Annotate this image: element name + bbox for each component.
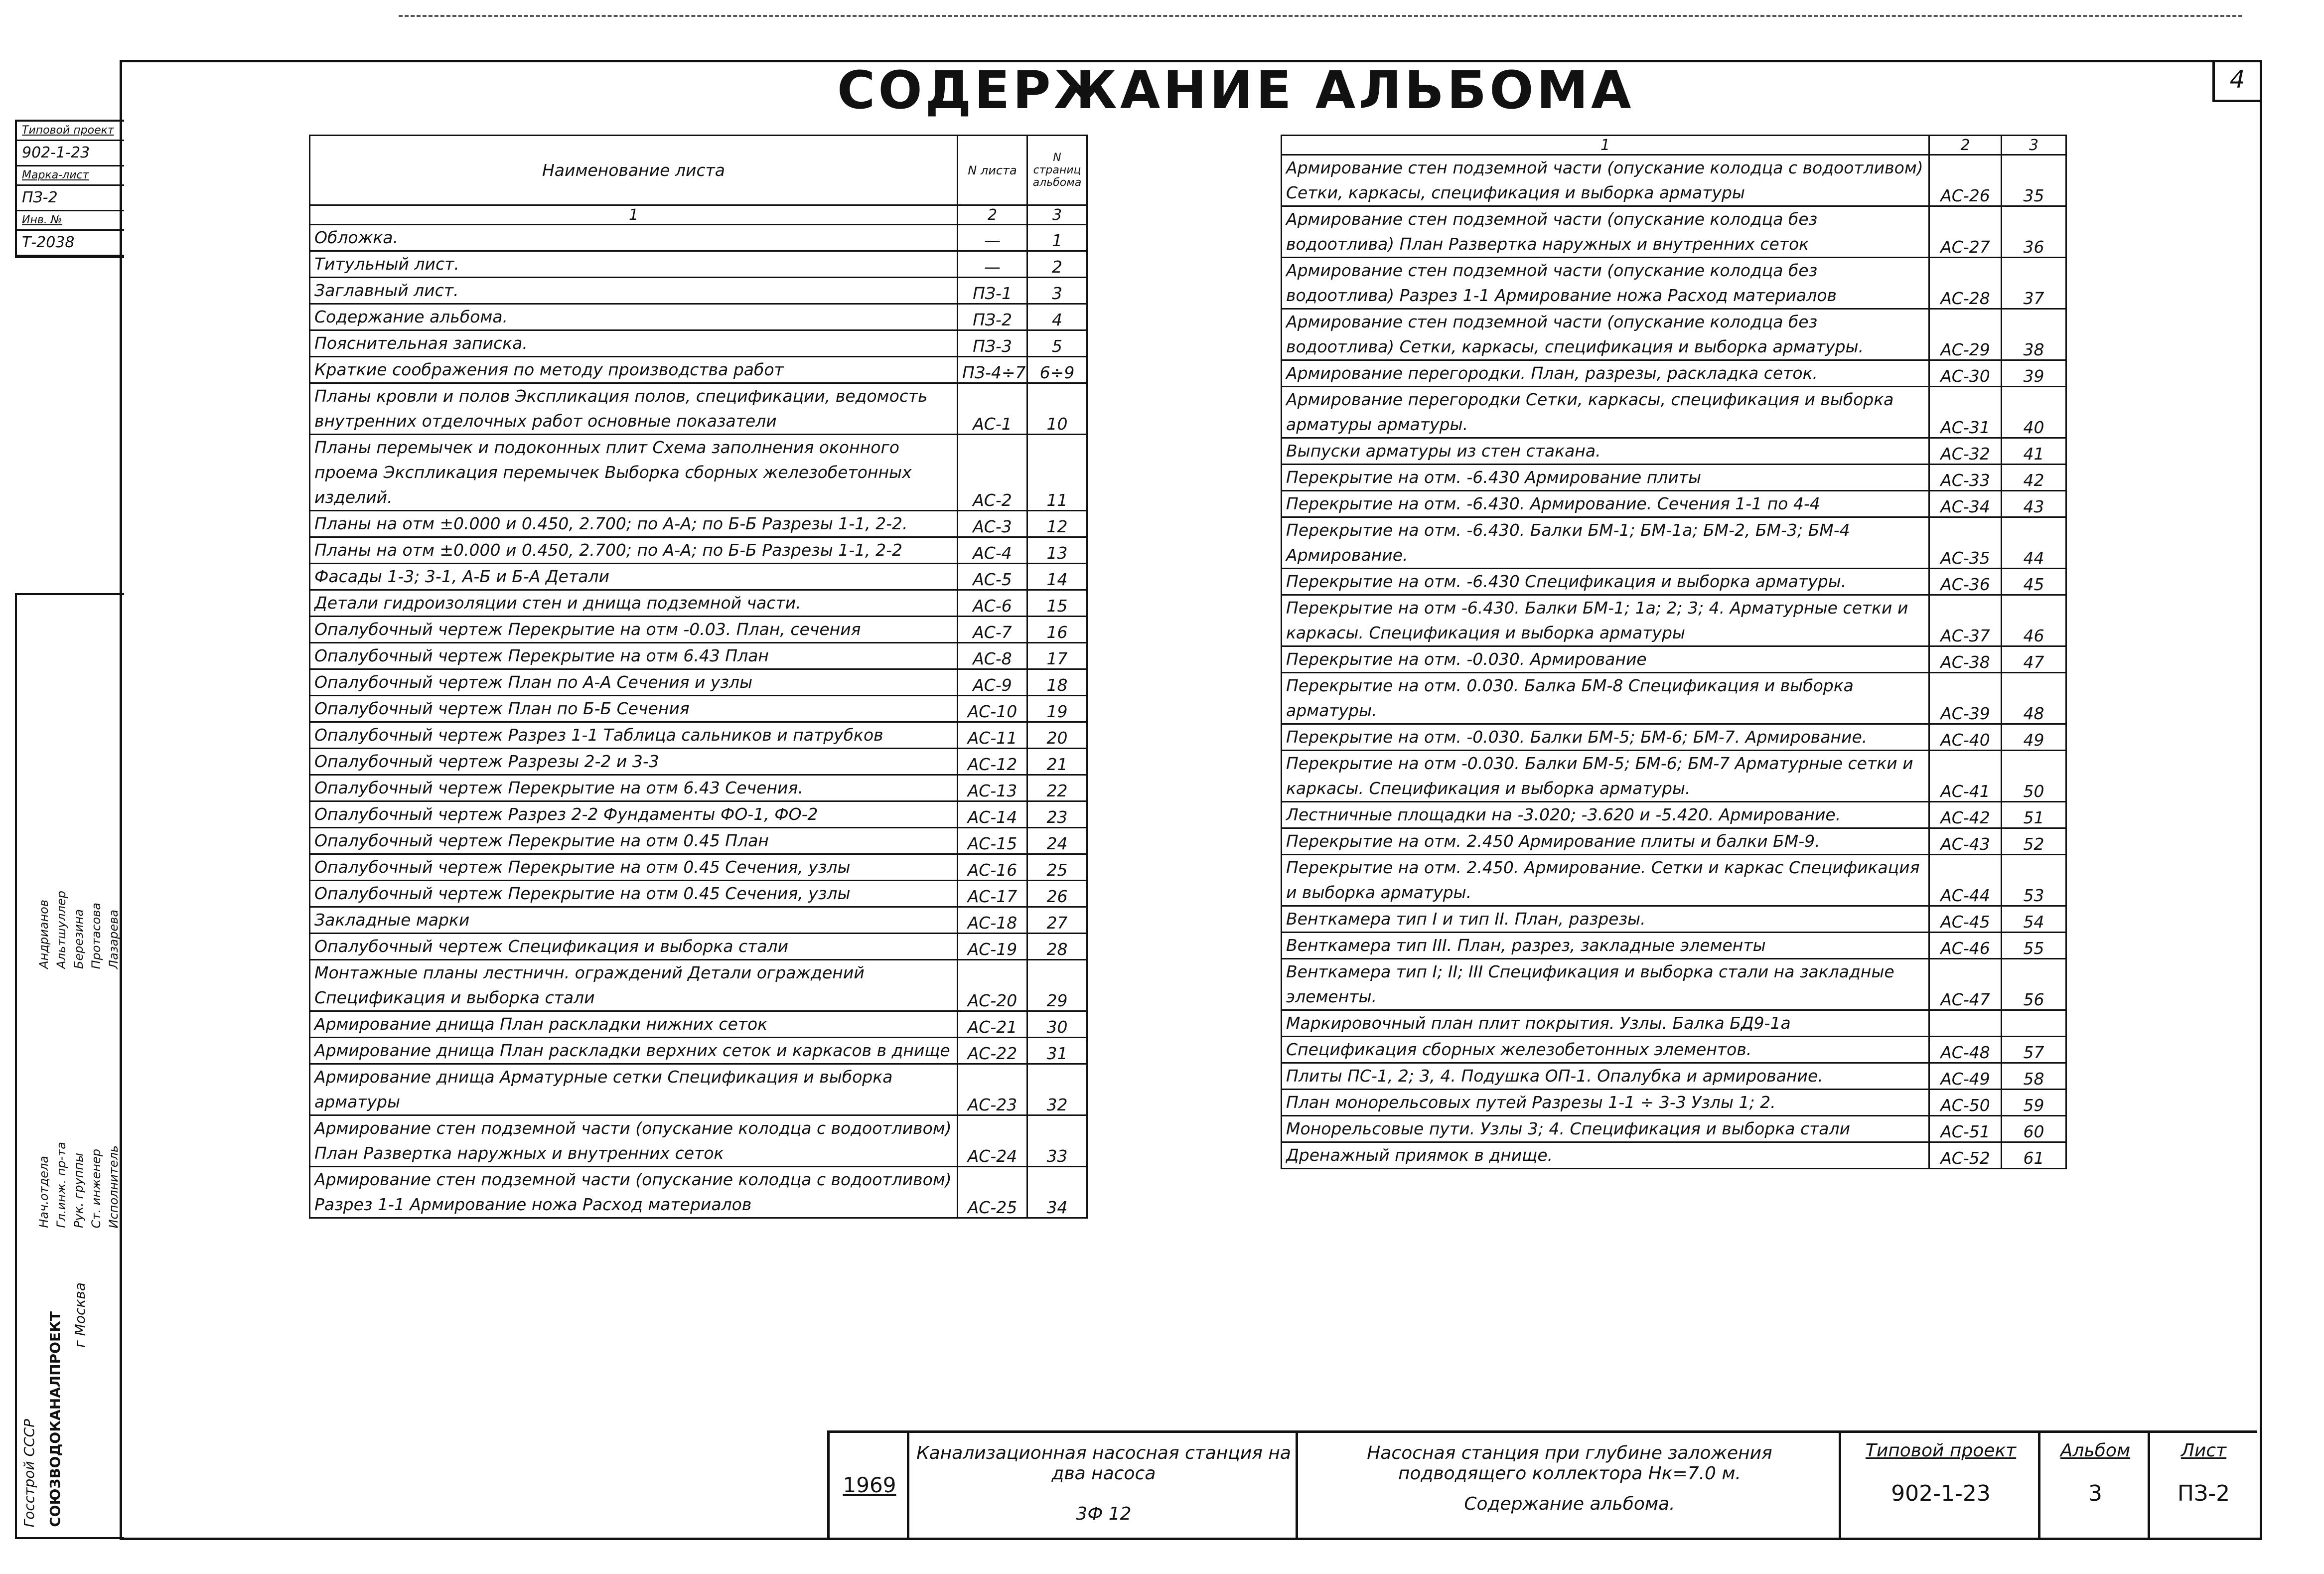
sheet-name: Обложка. bbox=[310, 225, 958, 251]
station-name: Канализационная насосная станция на два насоса bbox=[916, 1443, 1291, 1484]
sheet-name: Опалубочный чертеж Разрезы 2-2 и 3-3 bbox=[310, 749, 958, 775]
page-number-corner: 4 bbox=[2212, 60, 2260, 102]
table-row bbox=[1282, 1010, 2066, 1037]
page-number: 28 bbox=[1027, 934, 1087, 960]
page-number: 24 bbox=[1027, 828, 1087, 854]
sheet-number: АС-19 bbox=[958, 934, 1027, 960]
sheet-number: АС-45 bbox=[1929, 906, 2002, 933]
page-number: 37 bbox=[2002, 258, 2066, 309]
sheet-number bbox=[1929, 1010, 2002, 1037]
page-title: СОДЕРЖАНИЕ АЛЬБОМА bbox=[837, 60, 1634, 121]
sheet-number: АС-1 bbox=[958, 383, 1027, 435]
sheet-name: Содержание альбома. bbox=[310, 304, 958, 330]
sheet-name: Опалубочный чертеж Перекрытие на отм 6.43 План bbox=[310, 643, 958, 669]
table-row bbox=[1282, 906, 2066, 933]
table-row bbox=[310, 330, 1087, 357]
person-name: Альтшуллер bbox=[54, 891, 68, 969]
sheet-number: АС-21 bbox=[958, 1011, 1027, 1038]
sheet-number: АС-43 bbox=[1929, 828, 2002, 855]
sheet-name: Армирование стен подземной части (опускание колодца с водоотливом) Разрез 1-1 Армирование ножа Расход материалов bbox=[310, 1167, 958, 1218]
table-row bbox=[1282, 595, 2066, 646]
sheet-number: АС-13 bbox=[958, 775, 1027, 801]
sheet-name: Опалубочный чертеж Перекрытие на отм -0.03. План, сечения bbox=[310, 617, 958, 643]
page-number: 53 bbox=[2002, 855, 2066, 906]
sheet-name: Перекрытие на отм. -0.030. Армирование bbox=[1282, 646, 1929, 673]
table-row bbox=[310, 435, 1087, 511]
contents-table-left bbox=[309, 135, 1088, 1219]
sheet-name: Пояснительная записка. bbox=[310, 330, 958, 357]
table-row bbox=[310, 617, 1087, 643]
page-number: 20 bbox=[1027, 722, 1087, 749]
page-number: 25 bbox=[1027, 854, 1087, 881]
sheet-name: Опалубочный чертеж План по Б-Б Сечения bbox=[310, 696, 958, 722]
table-row bbox=[310, 251, 1087, 278]
description-cell bbox=[1296, 1433, 1841, 1538]
table-row bbox=[1282, 360, 2066, 387]
table-row bbox=[1282, 751, 2066, 802]
sheet-number: АС-8 bbox=[958, 643, 1027, 669]
page-number: 46 bbox=[2002, 595, 2066, 646]
table-row bbox=[310, 669, 1087, 696]
sheet-number: АС-4 bbox=[958, 537, 1027, 564]
page-number: 45 bbox=[2002, 569, 2066, 595]
table-row bbox=[310, 304, 1087, 330]
page-number: 48 bbox=[2002, 673, 2066, 724]
station-description: Насосная станция при глубине заложения подводящего коллектора Нк=7.0 м. bbox=[1367, 1443, 1772, 1484]
sheet-number: АС-30 bbox=[1929, 360, 2002, 387]
page-number: 14 bbox=[1027, 564, 1087, 590]
table-row bbox=[310, 722, 1087, 749]
table-row bbox=[1282, 724, 2066, 751]
page-number: 11 bbox=[1027, 435, 1087, 511]
page-number: 10 bbox=[1027, 383, 1087, 435]
sheet-name: Закладные марки bbox=[310, 907, 958, 934]
sheet-number: ПЗ-3 bbox=[958, 330, 1027, 357]
sheet-number: ПЗ-4÷7 bbox=[958, 357, 1027, 383]
sheet-name: Заглавный лист. bbox=[310, 278, 958, 304]
sheet-name: Перекрытие на отм. 0.030. Балка БМ-8 Спецификация и выборка арматуры. bbox=[1282, 673, 1929, 724]
sheet-name: Армирование перегородки. План, разрезы, раскладка сеток. bbox=[1282, 360, 1929, 387]
sheet-number: АС-42 bbox=[1929, 802, 2002, 828]
title-block bbox=[827, 1430, 2257, 1538]
sheet-name: Планы на отм ±0.000 и 0.450, 2.700; по А-А; по Б-Б Разрезы 1-1, 2-2 bbox=[310, 537, 958, 564]
sheet-name: Опалубочный чертеж Спецификация и выборка стали bbox=[310, 934, 958, 960]
page-number: 2 bbox=[1027, 251, 1087, 278]
table-row bbox=[310, 537, 1087, 564]
sheet-number: АС-27 bbox=[1929, 206, 2002, 258]
sheet-cell bbox=[2148, 1433, 2257, 1538]
stamp-value: 902-1-23 bbox=[17, 141, 124, 166]
table-row bbox=[310, 801, 1087, 828]
sheet-number: АС-3 bbox=[958, 511, 1027, 537]
header-name: Наименование листа bbox=[310, 136, 958, 205]
table-row bbox=[310, 775, 1087, 801]
sheet-name: Опалубочный чертеж Перекрытие на отм 0.45 Сечения, узлы bbox=[310, 854, 958, 881]
table-row bbox=[1282, 1142, 2066, 1169]
page-number: 42 bbox=[2002, 465, 2066, 491]
table-row bbox=[1282, 309, 2066, 360]
org-city: г Москва bbox=[72, 1282, 88, 1348]
sheet-number: АС-22 bbox=[958, 1038, 1027, 1064]
sheet-number: АС-46 bbox=[1929, 933, 2002, 959]
sheet-name: Монорельсовые пути. Узлы 3; 4. Спецификация и выборка стали bbox=[1282, 1116, 1929, 1142]
sheet-number: АС-34 bbox=[1929, 491, 2002, 517]
sheet-number: АС-25 bbox=[958, 1167, 1027, 1218]
project-label: Типовой проект bbox=[1865, 1440, 2017, 1461]
table-row bbox=[1282, 673, 2066, 724]
table-row bbox=[1282, 646, 2066, 673]
sheet-name: Опалубочный чертеж Разрез 1-1 Таблица сальников и патрубков bbox=[310, 722, 958, 749]
sheet-number: АС-50 bbox=[1929, 1090, 2002, 1116]
sheet-number: АС-36 bbox=[1929, 569, 2002, 595]
person-name: Лазарева bbox=[107, 909, 121, 969]
page-number: 27 bbox=[1027, 907, 1087, 934]
sheet-number: АС-39 bbox=[1929, 673, 2002, 724]
top-dashed-line bbox=[399, 15, 2242, 17]
sheet-number: — bbox=[958, 251, 1027, 278]
table-row bbox=[310, 590, 1087, 617]
sheet-number: АС-15 bbox=[958, 828, 1027, 854]
table-row bbox=[310, 278, 1087, 304]
column-number: 1 bbox=[310, 205, 958, 225]
table-row bbox=[1282, 465, 2066, 491]
sheet-name: Перекрытие на отм. -6.430 Армирование плиты bbox=[1282, 465, 1929, 491]
page-number: 40 bbox=[2002, 387, 2066, 438]
sheet-name: Планы на отм ±0.000 и 0.450, 2.700; по А-А; по Б-Б Разрезы 1-1, 2-2. bbox=[310, 511, 958, 537]
page-number: 12 bbox=[1027, 511, 1087, 537]
page-number: 49 bbox=[2002, 724, 2066, 751]
table-row bbox=[310, 907, 1087, 934]
sheet-number: АС-14 bbox=[958, 801, 1027, 828]
page-number: 54 bbox=[2002, 906, 2066, 933]
sheet-number: АС-51 bbox=[1929, 1116, 2002, 1142]
page-number: 35 bbox=[2002, 155, 2066, 206]
sheet-label: Лист bbox=[2180, 1440, 2227, 1461]
sheet-name: Венткамера тип I и тип II. План, разрезы. bbox=[1282, 906, 1929, 933]
page-number: 5 bbox=[1027, 330, 1087, 357]
sheet-name: Опалубочный чертеж План по А-А Сечения и узлы bbox=[310, 669, 958, 696]
sheet-number: АС-26 bbox=[1929, 155, 2002, 206]
table-row bbox=[1282, 569, 2066, 595]
station-cell bbox=[907, 1433, 1298, 1538]
sheet-number: АС-52 bbox=[1929, 1142, 2002, 1169]
sheet-name: Перекрытие на отм. 2.450 Армирование плиты и балки БМ-9. bbox=[1282, 828, 1929, 855]
sheet-number: АС-49 bbox=[1929, 1063, 2002, 1090]
sheet-name: Фасады 1-3; 3-1, А-Б и Б-А Детали bbox=[310, 564, 958, 590]
sheet-number: АС-32 bbox=[1929, 438, 2002, 465]
sheet-name: Венткамера тип I; II; III Спецификация и выборка стали на закладные элементы. bbox=[1282, 959, 1929, 1010]
table-row bbox=[310, 383, 1087, 435]
table-row bbox=[310, 934, 1087, 960]
page-number: 23 bbox=[1027, 801, 1087, 828]
page-number: 29 bbox=[1027, 960, 1087, 1011]
column-number: 2 bbox=[958, 205, 1027, 225]
album-value: 3 bbox=[2088, 1481, 2102, 1506]
table-row bbox=[310, 643, 1087, 669]
contents-table-right bbox=[1281, 135, 2067, 1169]
table-row bbox=[1282, 933, 2066, 959]
sheet-name: Титульный лист. bbox=[310, 251, 958, 278]
sheet-number: АС-33 bbox=[1929, 465, 2002, 491]
sheet-name: Детали гидроизоляции стен и днища подземной части. bbox=[310, 590, 958, 617]
sheet-number: — bbox=[958, 225, 1027, 251]
table-row bbox=[310, 1167, 1087, 1218]
page-number: 3 bbox=[1027, 278, 1087, 304]
right-rows bbox=[1282, 155, 2066, 1169]
sheet-name: Перекрытие на отм. -6.430. Армирование. Сечения 1-1 по 4-4 bbox=[1282, 491, 1929, 517]
table-row bbox=[310, 854, 1087, 881]
table-row bbox=[1282, 206, 2066, 258]
role-label: Нач.отдела bbox=[37, 1156, 51, 1228]
page-number: 61 bbox=[2002, 1142, 2066, 1169]
sheet-name: Армирование стен подземной части (опускание колодца без водоотлива) План Развертка наружных и внутренних сеток bbox=[1282, 206, 1929, 258]
sheet-number: АС-9 bbox=[958, 669, 1027, 696]
column-number: 2 bbox=[1929, 136, 2002, 155]
sheet-name: Перекрытие на отм. -6.430 Спецификация и выборка арматуры. bbox=[1282, 569, 1929, 595]
stamp-label: Марка-лист bbox=[17, 166, 124, 186]
org-name: Госстрой СССР bbox=[21, 1418, 37, 1527]
table-row bbox=[1282, 1090, 2066, 1116]
page-number: 52 bbox=[2002, 828, 2066, 855]
page-number: 22 bbox=[1027, 775, 1087, 801]
page-number: 17 bbox=[1027, 643, 1087, 669]
table-row bbox=[1282, 438, 2066, 465]
table-row bbox=[1282, 802, 2066, 828]
table-row bbox=[1282, 828, 2066, 855]
org-name: СОЮЗВОДОКАНАЛПРОЕКТ bbox=[47, 1311, 63, 1527]
sheet-name: План монорельсовых путей Разрезы 1-1 ÷ 3-3 Узлы 1; 2. bbox=[1282, 1090, 1929, 1116]
page-number: 19 bbox=[1027, 696, 1087, 722]
table-row bbox=[310, 1011, 1087, 1038]
page-number: 55 bbox=[2002, 933, 2066, 959]
sheet-number: АС-11 bbox=[958, 722, 1027, 749]
table-row bbox=[310, 1038, 1087, 1064]
table-row bbox=[1282, 258, 2066, 309]
sheet-name: Армирование днища План раскладки верхних сеток и каркасов в днище bbox=[310, 1038, 958, 1064]
sheet-name: Армирование стен подземной части (опускание колодца без водоотлива) Сетки, каркасы, спецификация и выборка арматуры. bbox=[1282, 309, 1929, 360]
page-number: 26 bbox=[1027, 881, 1087, 907]
project-cell bbox=[1839, 1433, 2040, 1538]
page-number: 15 bbox=[1027, 590, 1087, 617]
project-value: 902-1-23 bbox=[1891, 1481, 1991, 1506]
stamp-value: ПЗ-2 bbox=[17, 186, 124, 211]
sheet-number: АС-31 bbox=[1929, 387, 2002, 438]
sheet-number: АС-41 bbox=[1929, 751, 2002, 802]
role-label: Гл.инж. пр-та bbox=[54, 1142, 68, 1228]
page-number: 21 bbox=[1027, 749, 1087, 775]
album-label: Альбом bbox=[2060, 1440, 2131, 1461]
sheet-name: Маркировочный план плит покрытия. Узлы. Балка БД9-1а bbox=[1282, 1010, 1929, 1037]
sheet-number: АС-47 bbox=[1929, 959, 2002, 1010]
page-number: 30 bbox=[1027, 1011, 1087, 1038]
table-row bbox=[310, 1115, 1087, 1167]
sheet-number: АС-2 bbox=[958, 435, 1027, 511]
page-number: 44 bbox=[2002, 517, 2066, 569]
sheet-number: АС-40 bbox=[1929, 724, 2002, 751]
sheet-name: Перекрытие на отм. 2.450. Армирование. Сетки и каркас Спецификация и выборка арматуры. bbox=[1282, 855, 1929, 906]
sheet-name: Дренажный приямок в днище. bbox=[1282, 1142, 1929, 1169]
sheet-number: ПЗ-2 bbox=[958, 304, 1027, 330]
page-number: 1 bbox=[1027, 225, 1087, 251]
table-row bbox=[310, 749, 1087, 775]
person-name: Андрианов bbox=[37, 900, 51, 969]
sheet-number: АС-28 bbox=[1929, 258, 2002, 309]
page-number: 33 bbox=[1027, 1115, 1087, 1167]
year: 1969 bbox=[827, 1433, 909, 1538]
page-number: 16 bbox=[1027, 617, 1087, 643]
role-label: Рук. группы bbox=[72, 1153, 86, 1228]
page-number: 13 bbox=[1027, 537, 1087, 564]
page-number: 32 bbox=[1027, 1064, 1087, 1115]
sheet-name: Краткие соображения по методу производства работ bbox=[310, 357, 958, 383]
sheet-name: Планы кровли и полов Экспликация полов, спецификации, ведомость внутренних отделочных работ основные показатели bbox=[310, 383, 958, 435]
person-name: Березина bbox=[72, 909, 86, 969]
page-number: 39 bbox=[2002, 360, 2066, 387]
page-number: 47 bbox=[2002, 646, 2066, 673]
table-row bbox=[1282, 491, 2066, 517]
page-number: 43 bbox=[2002, 491, 2066, 517]
column-number: 3 bbox=[2002, 136, 2066, 155]
page-number: 41 bbox=[2002, 438, 2066, 465]
sheet-number: АС-48 bbox=[1929, 1037, 2002, 1063]
stamp-label: Инв. № bbox=[17, 211, 124, 231]
sheet-number: ПЗ-1 bbox=[958, 278, 1027, 304]
table-row bbox=[310, 696, 1087, 722]
sheet-name: Армирование стен подземной части (опускание колодца с водоотливом) План Развертка наружных и внутренних сеток bbox=[310, 1115, 958, 1167]
header-sheet-no: N листа bbox=[958, 136, 1027, 205]
sheet-number: АС-35 bbox=[1929, 517, 2002, 569]
sheet-name: Армирование днища Арматурные сетки Спецификация и выборка арматуры bbox=[310, 1064, 958, 1115]
page-number: 31 bbox=[1027, 1038, 1087, 1064]
header-page-no: N страниц альбома bbox=[1027, 136, 1087, 205]
sheet-name: Перекрытие на отм. -6.430. Балки БМ-1; БМ-1а; БМ-2, БМ-3; БМ-4 Армирование. bbox=[1282, 517, 1929, 569]
table-row bbox=[1282, 1037, 2066, 1063]
page-number: 51 bbox=[2002, 802, 2066, 828]
sheet-name: Перекрытие на отм -0.030. Балки БМ-5; БМ-6; БМ-7 Арматурные сетки и каркасы. Спецификация и выборка арматуры. bbox=[1282, 751, 1929, 802]
sheet-number: АС-24 bbox=[958, 1115, 1027, 1167]
page-number: 34 bbox=[1027, 1167, 1087, 1218]
sheet-name: Спецификация сборных железобетонных элементов. bbox=[1282, 1037, 1929, 1063]
sheet-name: Плиты ПС-1, 2; 3, 4. Подушка ОП-1. Опалубка и армирование. bbox=[1282, 1063, 1929, 1090]
sheet-name: Опалубочный чертеж Перекрытие на отм 0.45 План bbox=[310, 828, 958, 854]
page-number: 59 bbox=[2002, 1090, 2066, 1116]
sheet-value: ПЗ-2 bbox=[2177, 1481, 2230, 1506]
station-code: 3Ф 12 bbox=[1076, 1504, 1132, 1524]
sheet-name: Опалубочный чертеж Разрез 2-2 Фундаменты ФО-1, ФО-2 bbox=[310, 801, 958, 828]
sheet-name: Выпуски арматуры из стен стакана. bbox=[1282, 438, 1929, 465]
table-row bbox=[1282, 1063, 2066, 1090]
page-number: 50 bbox=[2002, 751, 2066, 802]
sheet-title: Содержание альбома. bbox=[1464, 1494, 1675, 1514]
album-cell bbox=[2038, 1433, 2150, 1538]
sheet-name: Венткамера тип III. План, разрез, закладные элементы bbox=[1282, 933, 1929, 959]
sheet-number: АС-44 bbox=[1929, 855, 2002, 906]
sheet-name: Перекрытие на отм -6.430. Балки БМ-1; 1а; 2; 3; 4. Арматурные сетки и каркасы. Спецификация и выборка арматуры bbox=[1282, 595, 1929, 646]
page-number: 4 bbox=[1027, 304, 1087, 330]
sheet-number: АС-6 bbox=[958, 590, 1027, 617]
page-number: 38 bbox=[2002, 309, 2066, 360]
sheet-number: АС-12 bbox=[958, 749, 1027, 775]
page-number: 60 bbox=[2002, 1116, 2066, 1142]
table-row bbox=[1282, 855, 2066, 906]
page-number: 18 bbox=[1027, 669, 1087, 696]
sheet-name: Опалубочный чертеж Перекрытие на отм 6.43 Сечения. bbox=[310, 775, 958, 801]
table-row bbox=[1282, 387, 2066, 438]
sheet-number: АС-10 bbox=[958, 696, 1027, 722]
stamp-value: Т-2038 bbox=[17, 231, 124, 256]
project-stamp bbox=[15, 120, 124, 258]
sheet-name: Опалубочный чертеж Перекрытие на отм 0.45 Сечения, узлы bbox=[310, 881, 958, 907]
table-row bbox=[1282, 517, 2066, 569]
page-number: 36 bbox=[2002, 206, 2066, 258]
sheet-name: Армирование стен подземной части (опускание колодца с водоотливом) Сетки, каркасы, спецификация и выборка арматуры bbox=[1282, 155, 1929, 206]
table-row bbox=[310, 357, 1087, 383]
person-name: Протасова bbox=[89, 902, 103, 969]
table-row bbox=[310, 828, 1087, 854]
sheet-name: Армирование днища План раскладки нижних сеток bbox=[310, 1011, 958, 1038]
column-number: 3 bbox=[1027, 205, 1087, 225]
signature-block bbox=[15, 593, 124, 1539]
sheet-name: Армирование перегородки Сетки, каркасы, спецификация и выборка арматуры арматуры. bbox=[1282, 387, 1929, 438]
sheet-number: АС-17 bbox=[958, 881, 1027, 907]
table-row bbox=[310, 511, 1087, 537]
sheet-number: АС-29 bbox=[1929, 309, 2002, 360]
sheet-name: Монтажные планы лестничн. ограждений Детали ограждений Спецификация и выборка стали bbox=[310, 960, 958, 1011]
sheet-name: Планы перемычек и подоконных плит Схема заполнения оконного проема Экспликация перемычек Выборка сборных железобетонных изделий. bbox=[310, 435, 958, 511]
sheet-number: АС-18 bbox=[958, 907, 1027, 934]
sheet-name: Лестничные площадки на -3.020; -3.620 и -5.420. Армирование. bbox=[1282, 802, 1929, 828]
page-number: 58 bbox=[2002, 1063, 2066, 1090]
table-row bbox=[1282, 959, 2066, 1010]
sheet-number: АС-37 bbox=[1929, 595, 2002, 646]
table-row bbox=[310, 564, 1087, 590]
sheet-name: Перекрытие на отм. -0.030. Балки БМ-5; БМ-6; БМ-7. Армирование. bbox=[1282, 724, 1929, 751]
table-row bbox=[310, 881, 1087, 907]
table-row bbox=[310, 225, 1087, 251]
sheet-name: Армирование стен подземной части (опускание колодца без водоотлива) Разрез 1-1 Армирование ножа Расход материалов bbox=[1282, 258, 1929, 309]
sheet-number: АС-16 bbox=[958, 854, 1027, 881]
role-label: Ст. инженер bbox=[89, 1148, 103, 1228]
left-rows bbox=[310, 225, 1087, 1218]
table-row bbox=[310, 960, 1087, 1011]
table-row bbox=[1282, 1116, 2066, 1142]
page-number bbox=[2002, 1010, 2066, 1037]
sheet-number: АС-7 bbox=[958, 617, 1027, 643]
sheet-number: АС-38 bbox=[1929, 646, 2002, 673]
sheet-number: АС-20 bbox=[958, 960, 1027, 1011]
page-number: 56 bbox=[2002, 959, 2066, 1010]
page-number: 57 bbox=[2002, 1037, 2066, 1063]
sheet-number: АС-23 bbox=[958, 1064, 1027, 1115]
page-number: 6÷9 bbox=[1027, 357, 1087, 383]
role-label: Исполнитель bbox=[107, 1145, 121, 1228]
sheet-number: АС-5 bbox=[958, 564, 1027, 590]
stamp-label: Типовой проект bbox=[17, 122, 124, 141]
column-number: 1 bbox=[1282, 136, 1929, 155]
table-row bbox=[310, 1064, 1087, 1115]
table-row bbox=[1282, 155, 2066, 206]
